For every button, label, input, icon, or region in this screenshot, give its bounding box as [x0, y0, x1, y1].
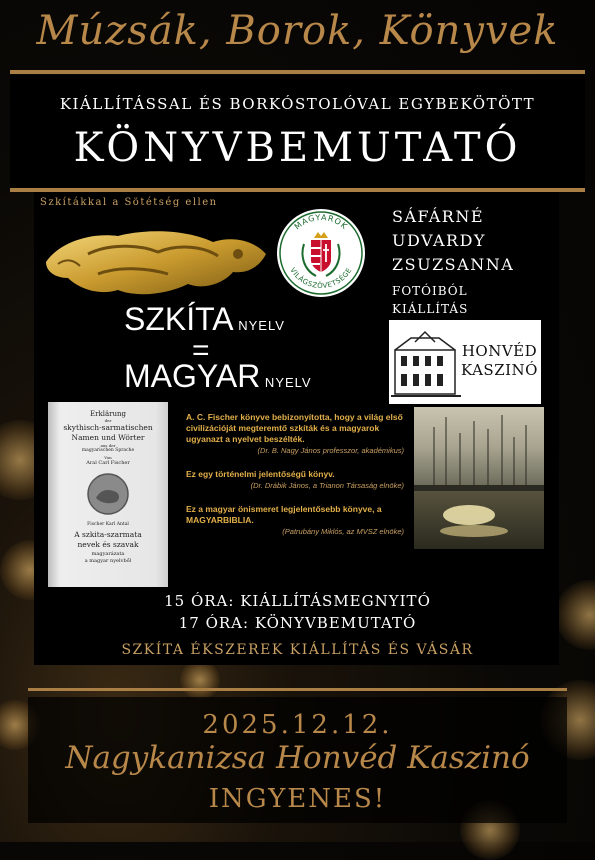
quote-author: (Dr. B. Nagy János professzor, akadémikus) [257, 446, 404, 455]
quote-author: (Dr. Drábik János, a Trianon Társaság elnöke) [250, 481, 404, 490]
language-equation [124, 301, 312, 397]
book-title-line: magyarischen Sprache [81, 448, 135, 453]
book-title-line: Namen und Wörter [71, 433, 145, 442]
book-title-line: a magyar nyelvből [84, 558, 132, 564]
tagline: Szkítákkal a Sötétség ellen [40, 197, 218, 208]
book-title-line: Aral Carl Fischer [86, 460, 130, 466]
eq-word-szkita: SZKÍTA [124, 301, 234, 337]
quote-text: Ez egy történelmi jelentőségű könyv. [186, 469, 335, 479]
book-title-line: A szkita-szarmata [74, 530, 142, 539]
equation-line-2 [124, 358, 312, 397]
book-cover-image [48, 402, 168, 587]
quotes-block [186, 412, 404, 536]
book-coin-image [86, 472, 130, 516]
free-entry: INGYENES! [208, 784, 387, 814]
gold-divider-top [10, 70, 585, 74]
seal-text-top: MAGYAROK [292, 212, 350, 232]
building-icon [391, 320, 463, 404]
book-title-line: magyarázata [91, 551, 125, 557]
schedule [0, 590, 595, 634]
photographer-line: ZSUZSANNA [392, 255, 515, 274]
mvsz-seal-logo [276, 208, 366, 298]
equals-sign: = [192, 334, 210, 367]
main-title: KÖNYVBEMUTATÓ [73, 125, 522, 171]
book-title-line: Erklärung [90, 410, 126, 418]
book-title-line: skythisch-sarmatischen [63, 423, 153, 432]
photo-sub-line: KIÁLLÍTÁS [392, 302, 469, 316]
book-title-line: Von [104, 455, 112, 460]
quote-text: Ez a magyar önismeret legjelentősebb könyve, a MAGYARBIBLIA. [186, 504, 382, 525]
photo-exhibition-label [392, 282, 468, 318]
book-title-line: nevek és szavak [77, 540, 139, 549]
equation-line-1 [124, 301, 312, 340]
quote-author: (Patrubány Miklós, az MVSZ elnöke) [282, 527, 404, 536]
kaszino-text [461, 342, 538, 380]
bokeh-light [180, 660, 220, 700]
harbor-sunset-photo [414, 407, 544, 549]
book-title-line: aus der [100, 443, 116, 448]
scythian-gold-horse-image [38, 214, 270, 304]
schedule-line-opening: 15 ÓRA: KIÁLLÍTÁSMEGNYITÓ [164, 592, 431, 610]
photographer-name [392, 205, 514, 277]
quote-text: A. C. Fischer könyve bebizonyította, hogy a világ első civilizációját megteremtő szkíták és a magyarok ugyanazt a nyelvet beszélték. [186, 412, 403, 444]
photographer-line: UDVARDY [392, 231, 486, 250]
honved-kaszino-logo [389, 320, 541, 404]
subtitle: KIÁLLÍTÁSSAL ÉS BORKÓSTOLÓVAL EGYBEKÖTÖTT [59, 95, 536, 113]
book-title-line: der [104, 418, 112, 423]
header-panel [10, 75, 585, 188]
jewelry-exhibition: SZKÍTA ÉKSZEREK KIÁLLÍTÁS ÉS VÁSÁR [121, 642, 474, 658]
event-venue: Nagykanizsa Honvéd Kaszinó [65, 740, 530, 776]
gold-divider-bottom [28, 688, 567, 691]
script-title: Múzsák, Borok, Könyvek [36, 8, 559, 54]
book-title-line: Fischer Karl Antal [87, 522, 129, 527]
eq-word-magyar: MAGYAR [124, 358, 261, 394]
eq-small-nyelv: NYELV [233, 318, 285, 333]
kaszino-line: HONVÉD [461, 342, 538, 360]
photographer-line: SÁFÁRNÉ [392, 207, 485, 226]
eq-small-nyelv: NYELV [260, 375, 312, 390]
event-date: 2025.12.12. [202, 710, 393, 740]
photo-sub-line: FOTÓIBÓL [392, 284, 468, 298]
schedule-line-book-launch: 17 ÓRA: KÖNYVBEMUTATÓ [178, 614, 417, 632]
kaszino-line: KASZINÓ [461, 361, 538, 379]
seal-text-bottom: VILÁGSZÖVETSÉGE [288, 266, 354, 291]
